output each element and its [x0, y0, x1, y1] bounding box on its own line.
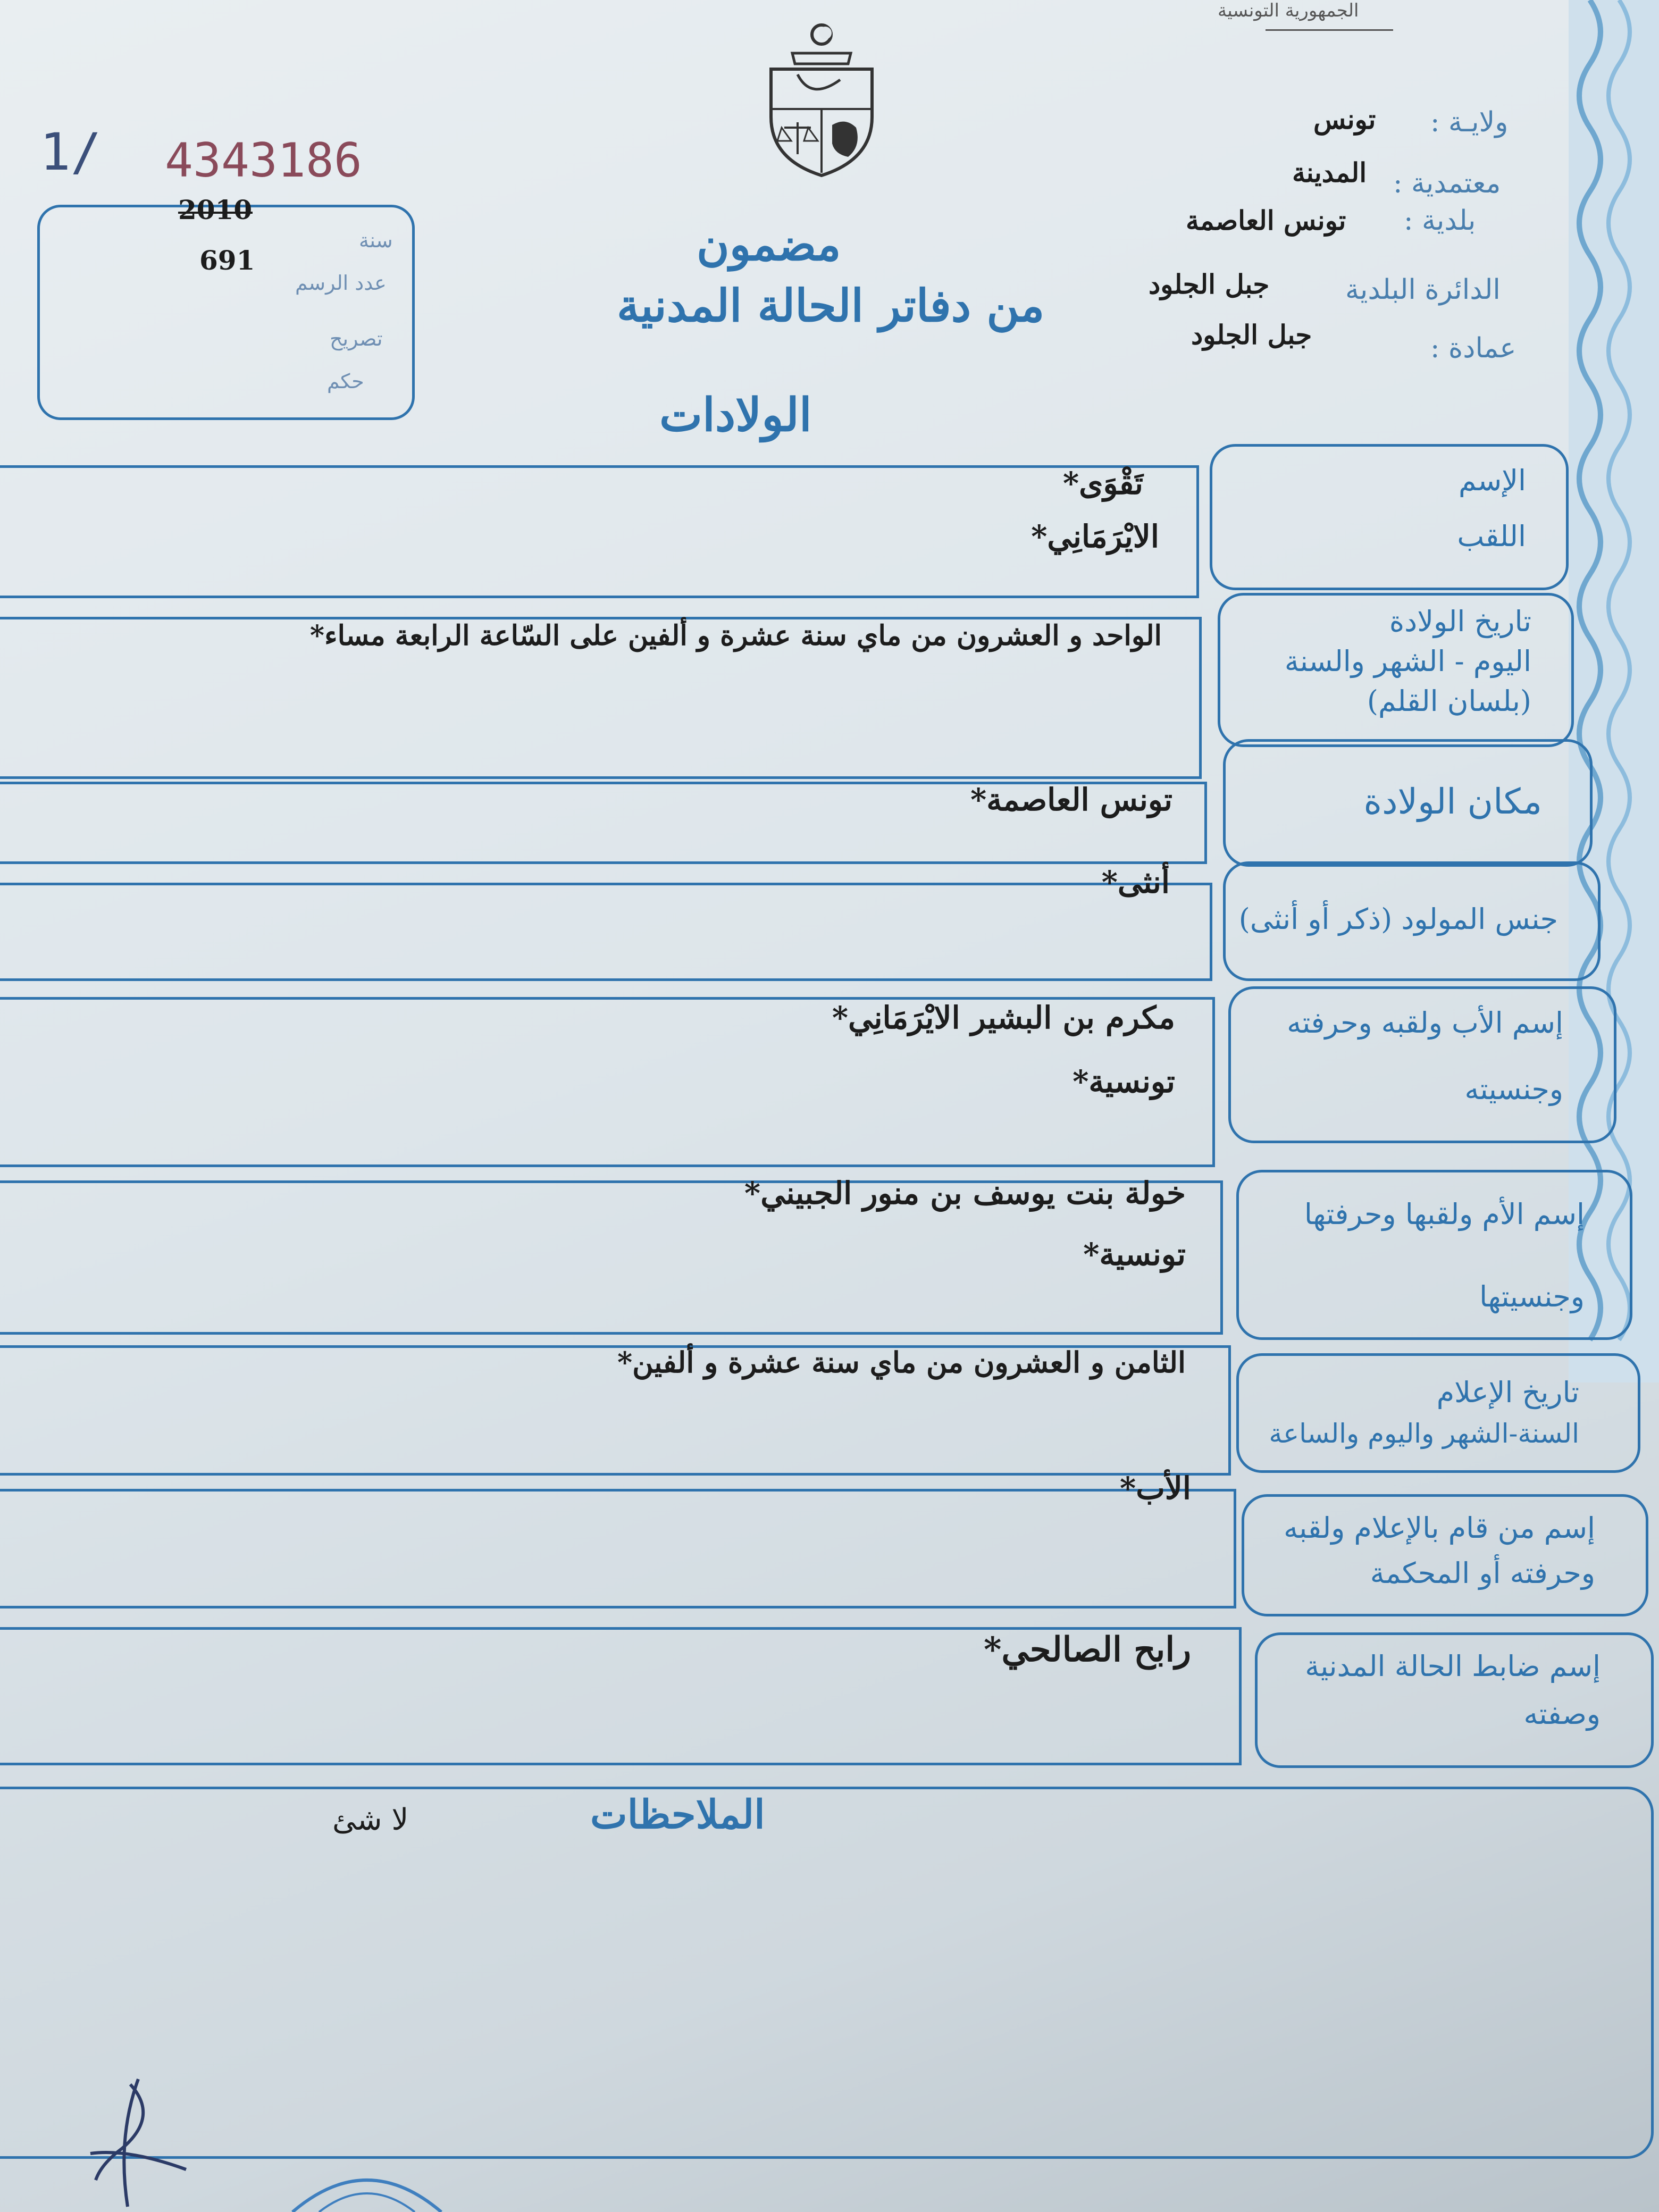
notes-title: الملاحظات — [590, 1792, 765, 1838]
row-father-label-2: وجنسيته — [1464, 1073, 1563, 1106]
republic-underline — [1266, 29, 1393, 31]
record-number-value: 691 — [199, 245, 255, 276]
row-declaration-date-value-1: الثامن و العشرون من ماي سنة عشرة و ألفين* — [617, 1345, 1186, 1379]
republic-header: الجمهورية التونسية — [1218, 0, 1359, 21]
admin-label-imada: عمادة : — [1430, 332, 1516, 364]
admin-value-wilaya: تونس — [1313, 104, 1376, 135]
row-name-label-2: اللقب — [1457, 520, 1526, 553]
row-father-value-1: مكرم بن البشير الايْرَمَانِي* — [832, 1000, 1175, 1036]
notes-frame — [0, 1787, 1654, 2159]
row-officer-label-1: إسم ضابط الحالة المدنية — [1305, 1649, 1601, 1683]
record-judgment-label: حكم — [327, 370, 364, 393]
row-sex-value-frame — [0, 883, 1212, 981]
row-declarant-value-1: الأب* — [1119, 1470, 1191, 1506]
admin-value-district: جبل الجلود — [1149, 269, 1270, 300]
title-extract: مضمون — [697, 218, 841, 271]
row-mother-value-1: خولة بنت يوسف بن منور الجبيني* — [744, 1175, 1186, 1211]
row-name-value-frame — [0, 465, 1199, 598]
row-birthdate-label-3: (بلسان القلم) — [1367, 684, 1531, 718]
record-year-label: سنة — [359, 229, 393, 252]
row-sex-value-1: أنثى* — [1101, 864, 1170, 900]
admin-value-imada: جبل الجلود — [1191, 319, 1312, 350]
row-mother-value-2: تونسية* — [1083, 1236, 1186, 1272]
row-declarant-label-1: إسم من قام بالإعلام ولقبه — [1284, 1511, 1595, 1545]
row-declarant-label-2: وحرفته أو المحكمة — [1370, 1556, 1595, 1590]
row-name-value-2: الايْرَمَانِي* — [1031, 518, 1159, 555]
row-sex-label-1: جنس المولود (ذكر أو أنثى) — [1238, 902, 1558, 936]
row-declaration-date-label-2: السنة-الشهر واليوم والساعة — [1269, 1418, 1579, 1449]
row-name-value-1: تَقْوَى* — [1062, 465, 1143, 501]
title-civil-registers: من دفاتر الحالة المدنية — [617, 279, 1045, 332]
admin-label-district: الدائرة البلدية — [1345, 274, 1501, 306]
row-father-value-2: تونسية* — [1073, 1063, 1175, 1100]
serial-number: 4343186 — [165, 133, 362, 188]
record-number-label: عدد الرسم — [295, 271, 387, 295]
admin-value-delegation: المدينة — [1292, 157, 1367, 188]
record-year-strike — [178, 212, 253, 214]
row-mother-label-1: إسم الأم ولقبها وحرفتها — [1304, 1197, 1585, 1231]
row-mother-label-2: وجنسيتها — [1479, 1280, 1585, 1313]
official-stamp — [287, 2169, 447, 2212]
row-declarant-value-frame — [0, 1489, 1236, 1608]
title-births: الولادات — [659, 388, 812, 442]
row-birthplace-label-1: مكان الولادة — [1363, 781, 1542, 822]
row-birthdate-label-1: تاريخ الولادة — [1389, 605, 1531, 638]
admin-label-municipality: بلدية : — [1404, 205, 1476, 237]
row-birthplace-value-1: تونس العاصمة* — [970, 782, 1172, 818]
row-father-label-1: إسم الأب ولقبه وحرفته — [1287, 1006, 1563, 1040]
record-year-value: 2010 — [178, 194, 253, 225]
row-name-label-1: الإسم — [1459, 464, 1526, 497]
coat-of-arms-emblem — [760, 21, 883, 181]
row-officer-value-1: رابح الصالحي* — [984, 1630, 1191, 1670]
notes-value: لا شئ — [332, 1803, 409, 1837]
row-officer-label-2: وصفته — [1523, 1697, 1601, 1731]
admin-label-delegation: معتمدية : — [1393, 167, 1501, 199]
serial-prefix: 1/ — [40, 122, 102, 182]
admin-value-municipality: تونس العاصمة — [1186, 205, 1346, 236]
row-birthdate-label-2: اليوم - الشهر والسنة — [1284, 644, 1531, 678]
row-declaration-date-label-1: تاريخ الإعلام — [1436, 1376, 1579, 1409]
row-birthdate-value-1: الواحد و العشرون من ماي سنة عشرة و ألفين على السّاعة الرابعة مساء* — [309, 619, 1162, 652]
handwritten-signature — [80, 2074, 197, 2212]
record-declaration-label: تصريح — [330, 327, 383, 350]
admin-label-wilaya: ولايـة : — [1430, 106, 1509, 138]
